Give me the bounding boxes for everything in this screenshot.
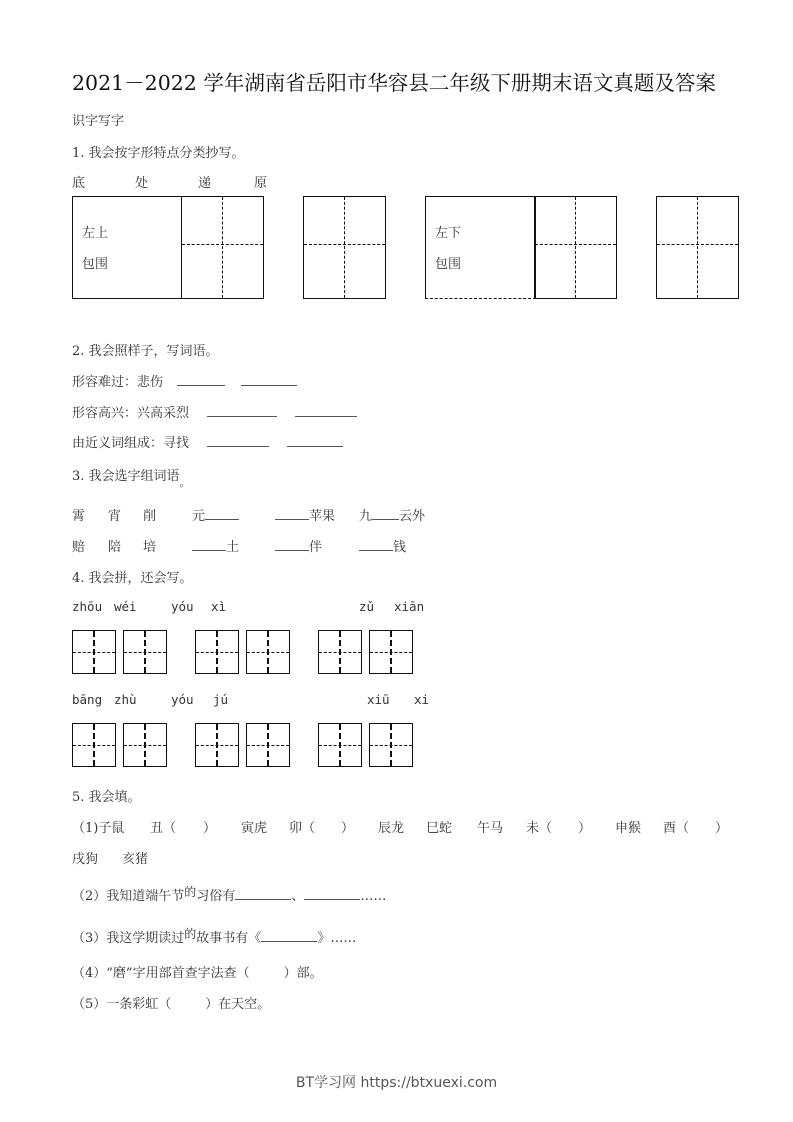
tian-grid-box[interactable] [72, 723, 116, 767]
q3-prompt-text: 3. 我会选字组词语 [72, 469, 180, 484]
answer-blank[interactable] [261, 929, 317, 942]
q1-char: 处 [135, 176, 149, 191]
guide-line [657, 244, 738, 245]
q2-row [72, 371, 297, 390]
q3-item-text: 土 [226, 540, 240, 555]
q3-item [192, 505, 239, 524]
pinyin: zhōu [72, 599, 103, 614]
category-label-box [72, 196, 182, 299]
guide-line [535, 244, 616, 245]
pinyin: zǔ [359, 599, 375, 614]
pinyin: zhù [114, 692, 137, 707]
zodiac-blank-open: 酉（ [663, 821, 690, 836]
category-label-box [425, 196, 536, 299]
answer-blank[interactable] [295, 404, 357, 417]
tian-grid-box[interactable] [246, 723, 290, 767]
answer-blank[interactable] [207, 404, 277, 417]
answer-blank[interactable] [287, 434, 343, 447]
q5-item5-text: ）在天空。 [205, 997, 271, 1012]
answer-blank[interactable] [304, 887, 360, 900]
q5-item2-sep: 、 [291, 889, 305, 904]
q2-prompt: 2. 我会照样子，写词语。 [72, 344, 219, 359]
q1-prompt: 1. 我会按字形特点分类抄写。 [72, 146, 245, 161]
q3-char: 霄 [72, 509, 86, 524]
zodiac-pair: 辰龙 [378, 821, 405, 836]
q3-item-text: 伴 [309, 540, 323, 555]
zodiac-blank-close: ） [203, 821, 217, 836]
q3-prompt-end: 。 [179, 476, 191, 489]
zodiac-blank-open: 卯（ [289, 821, 316, 836]
answer-blank[interactable] [275, 507, 309, 520]
q3-item [275, 505, 335, 524]
pinyin: xiū [367, 692, 390, 707]
q5-item2-ellipsis: …… [360, 889, 387, 904]
zodiac-blank-close: ） [715, 821, 729, 836]
q5-item3-text: （3）我这学期读过 [72, 931, 185, 946]
category-label: 左上 [82, 226, 109, 241]
q5-prompt: 5. 我会填。 [72, 790, 141, 805]
zodiac-pair: 巳蛇 [426, 821, 453, 836]
q5-item2 [72, 883, 386, 904]
q1-char: 原 [254, 176, 268, 191]
tian-grid-box[interactable] [318, 723, 362, 767]
zodiac-blank-close: ） [578, 821, 592, 836]
q3-item [192, 536, 239, 555]
q5-item3-close: 》 [317, 931, 331, 946]
q5-item4 [72, 962, 323, 981]
zodiac-pair: 午马 [477, 821, 504, 836]
q5-item3-sup: 的 [184, 927, 197, 941]
q3-item-text: 九 [359, 509, 373, 524]
answer-blank[interactable] [235, 887, 291, 900]
q5-item2-text: 习俗有 [196, 889, 236, 904]
tian-grid-box[interactable] [369, 630, 413, 674]
q3-item [359, 536, 406, 555]
tian-grid-box[interactable] [246, 630, 290, 674]
q3-char: 削 [143, 509, 157, 524]
q5-item4-text: （4）“磨”字用部首查字法查（ [72, 966, 250, 981]
q3-char: 宵 [108, 509, 122, 524]
pinyin: yóu [171, 599, 194, 614]
q2-row-label: 由近义词组成：寻找 [72, 436, 190, 451]
q1-char: 底 [72, 176, 86, 191]
q5-item2-sup: 的 [184, 885, 197, 899]
guide-line [222, 197, 223, 298]
q2-row [72, 432, 343, 451]
q3-item [359, 505, 425, 524]
q1-char: 递 [198, 176, 212, 191]
q3-item-text: 云外 [399, 509, 426, 524]
zodiac-blank-close: ） [341, 821, 355, 836]
pinyin: bāng [72, 692, 103, 707]
q3-char: 陪 [108, 540, 122, 555]
q5-item4-text: ）部。 [283, 966, 323, 981]
answer-blank[interactable] [207, 434, 269, 447]
pinyin: yóu [171, 692, 194, 707]
zodiac-blank-open: 丑（ [150, 821, 177, 836]
pinyin: wéi [114, 599, 137, 614]
tian-grid-box[interactable] [195, 630, 239, 674]
q3-item-text: 元 [192, 509, 206, 524]
answer-blank[interactable] [372, 507, 399, 520]
q5-item3 [72, 925, 356, 946]
q5-item5 [72, 993, 270, 1012]
answer-blank[interactable] [275, 538, 309, 551]
guide-line [304, 244, 385, 245]
tian-grid-box[interactable] [123, 630, 167, 674]
answer-blank[interactable] [192, 538, 226, 551]
guide-line [344, 197, 345, 298]
q3-char: 培 [143, 540, 157, 555]
document-title: 2021－2022 学年湖南省岳阳市华容县二年级下册期末语文真题及答案 [72, 71, 716, 95]
answer-blank[interactable] [177, 373, 225, 386]
guide-line [575, 197, 576, 298]
pinyin: xì [211, 599, 227, 614]
pinyin: xi [414, 692, 430, 707]
tian-grid-box[interactable] [72, 630, 116, 674]
guide-line [697, 197, 698, 298]
tian-grid-box[interactable] [318, 630, 362, 674]
zodiac-pair: 申猴 [615, 821, 642, 836]
tian-grid-box[interactable] [369, 723, 413, 767]
category-label: 左下 [435, 226, 462, 241]
q2-row-label: 形容难过：悲伤 [72, 375, 164, 390]
answer-blank[interactable] [205, 507, 239, 520]
q2-row [72, 402, 357, 421]
category-label: 包围 [435, 257, 462, 272]
footer-watermark: BT学习网 https://btxuexi.com [295, 1075, 498, 1091]
zodiac-pair: 戌狗 [72, 852, 99, 867]
q3-item [275, 536, 322, 555]
tian-grid-box[interactable] [123, 723, 167, 767]
q3-item-text: 苹果 [309, 509, 336, 524]
q5-item3-text: 故事书有《 [196, 931, 262, 946]
q2-row-label: 形容高兴：兴高采烈 [72, 406, 190, 421]
q3-prompt [72, 465, 191, 490]
category-label: 包围 [82, 257, 109, 272]
zodiac-prefix: （1)子鼠 [72, 821, 125, 836]
zodiac-blank-open: 未（ [526, 821, 553, 836]
q3-char: 赔 [72, 540, 86, 555]
pinyin: xiān [394, 599, 425, 614]
zodiac-pair: 亥猪 [122, 852, 149, 867]
zodiac-pair: 寅虎 [241, 821, 268, 836]
guide-line [182, 244, 263, 245]
q3-item-text: 钱 [393, 540, 407, 555]
tian-grid-box[interactable] [195, 723, 239, 767]
q5-item3-ellipsis: …… [330, 931, 357, 946]
answer-blank[interactable] [241, 373, 297, 386]
q5-item5-text: （5）一条彩虹（ [72, 997, 172, 1012]
q5-item2-text: （2）我知道端午节 [72, 889, 185, 904]
pinyin: jú [213, 692, 229, 707]
section-heading: 识字写字 [72, 114, 125, 129]
q4-prompt: 4. 我会拼，还会写。 [72, 571, 193, 586]
answer-blank[interactable] [359, 538, 393, 551]
